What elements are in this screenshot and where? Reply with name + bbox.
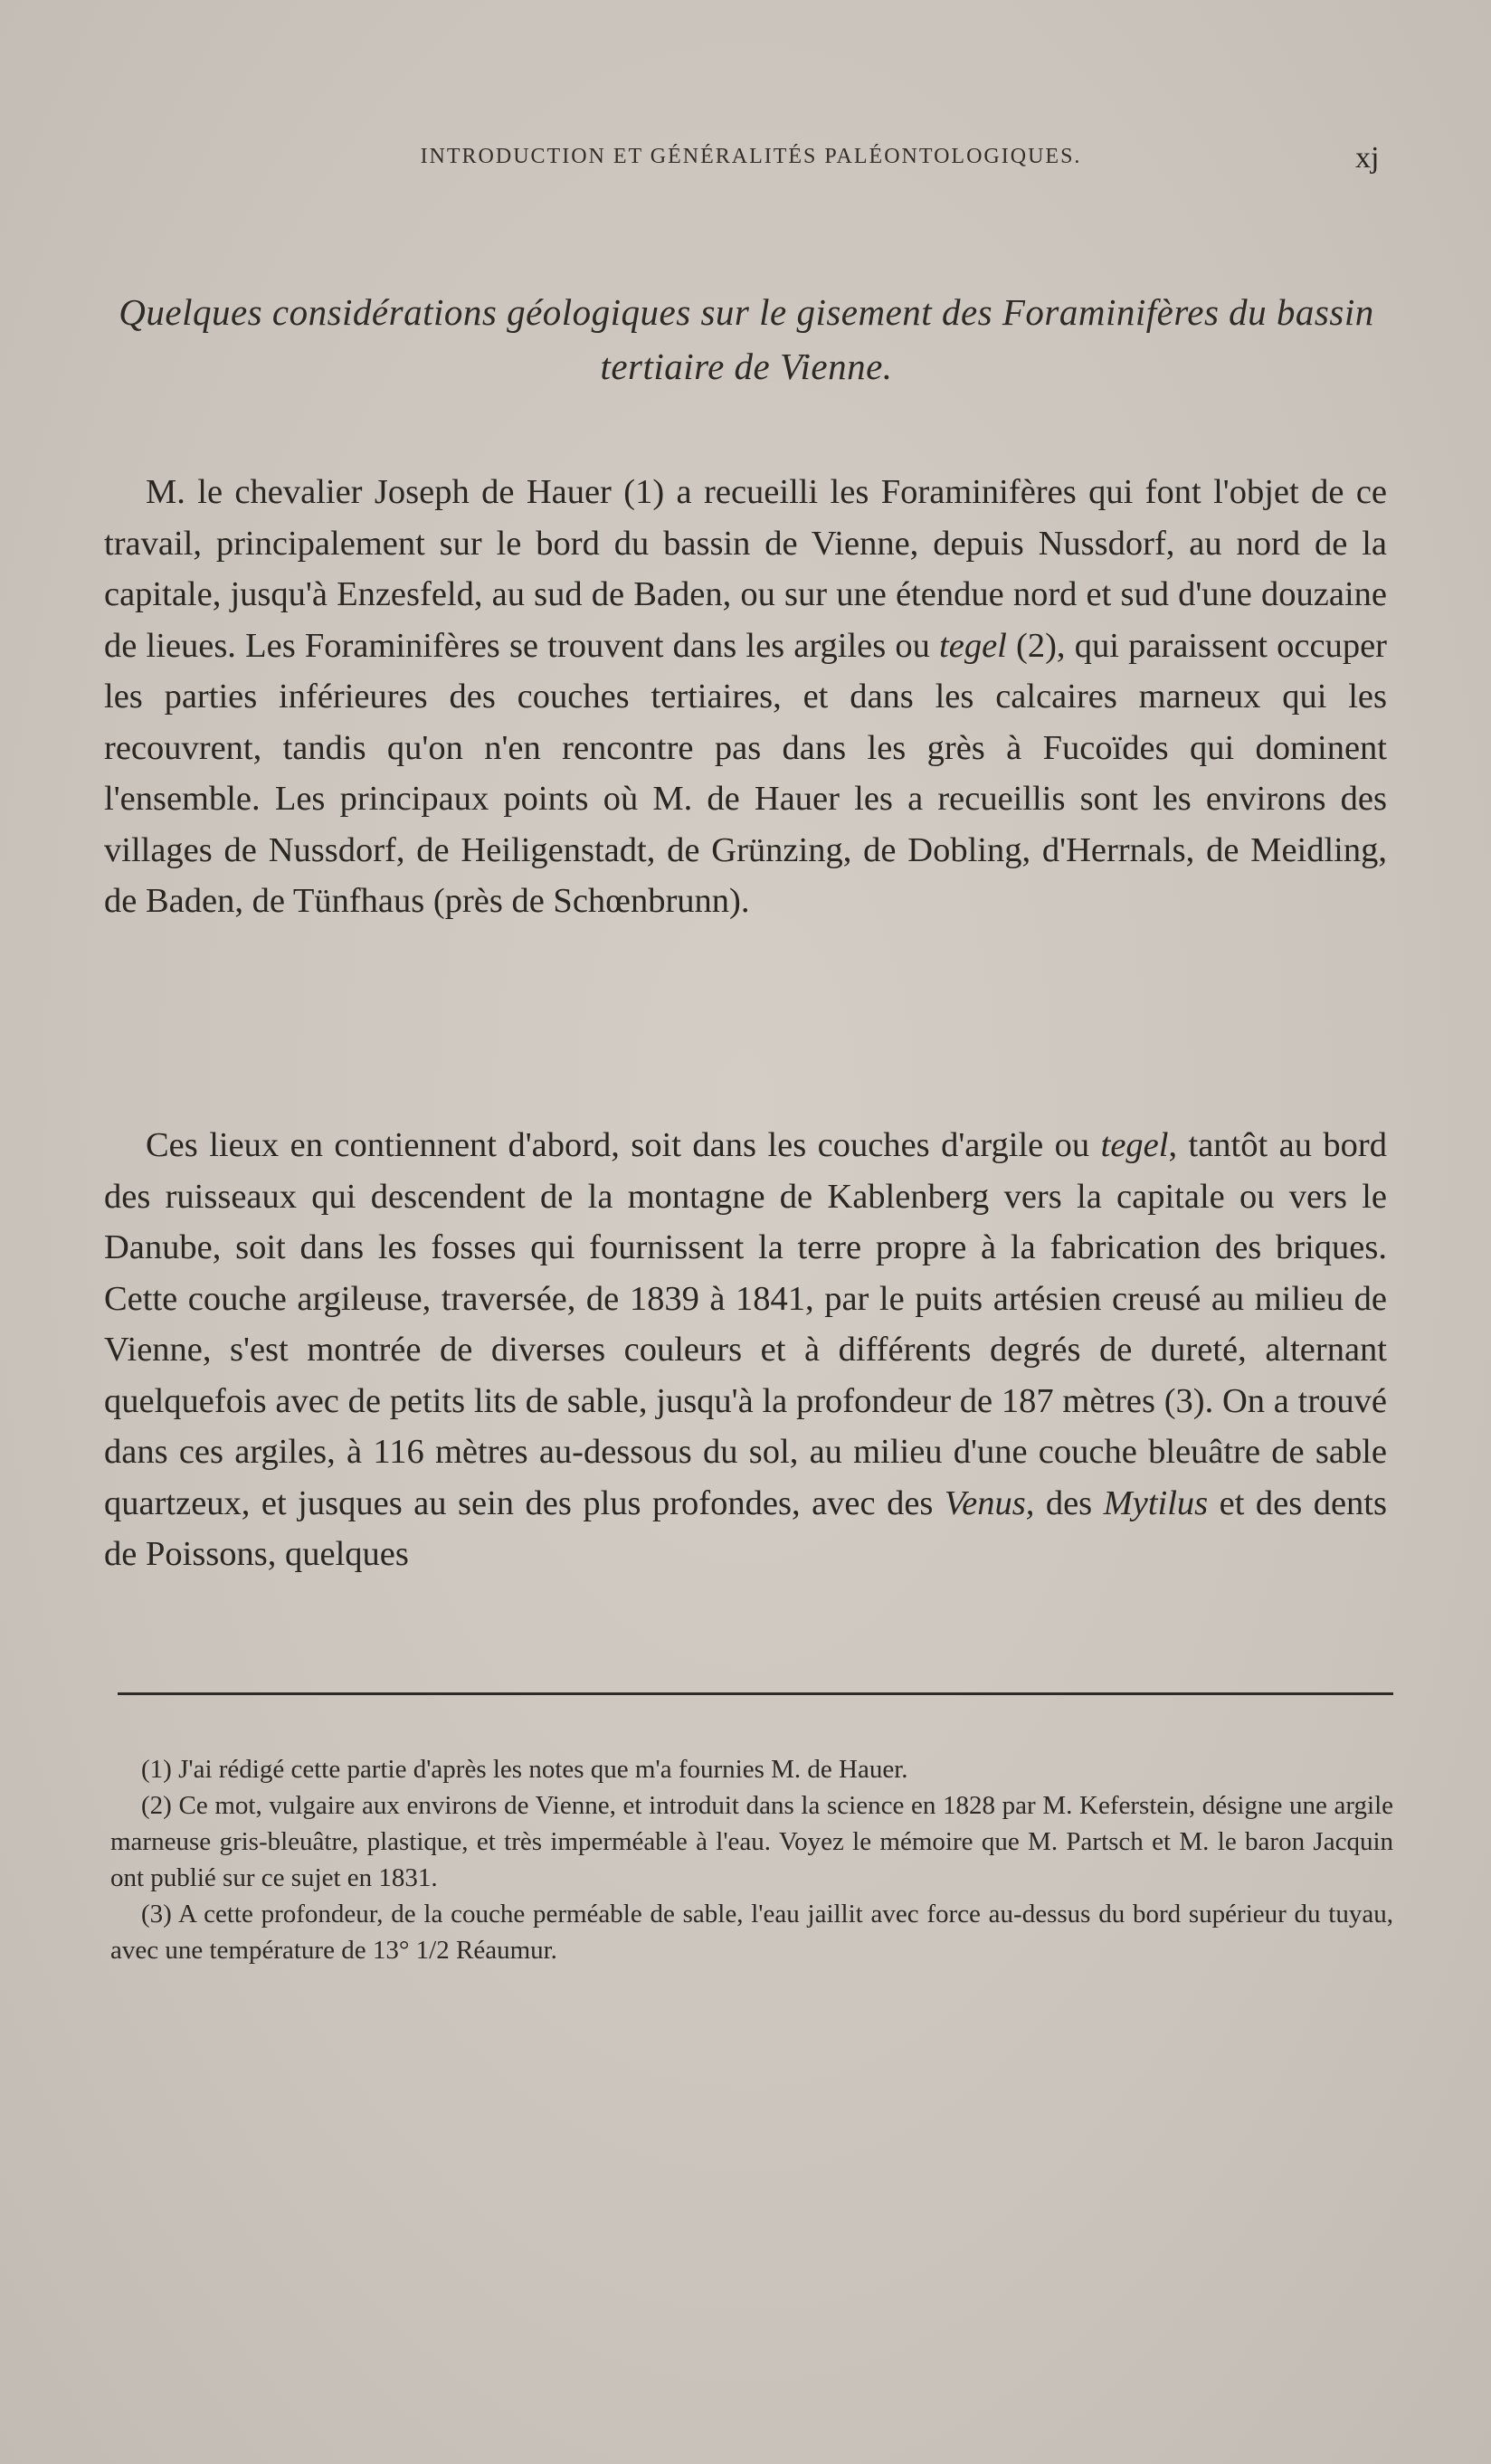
paragraph-1 [104,467,1387,927]
paragraph-2 [104,1120,1387,1580]
page-number: xj [1355,141,1380,175]
footnotes [110,1751,1393,1968]
paragraph-2-italic-mytilus: Mytilus [1103,1483,1209,1522]
paragraph-1-italic-tegel: tegel [939,626,1007,665]
footnote-1: (1) J'ai rédigé cette partie d'après les notes que m'a fournies M. de Hauer. [141,1755,908,1784]
footnote-3: (3) A cette profondeur, de la couche perméable de sable, l'eau jaillit avec force au-dessus du bord supérieur du tuyau, avec une température de 13° 1/2 Réaumur. [110,1900,1393,1965]
paragraph-2-text-cont: , tantôt au bord des ruisseaux qui descendent de la montagne de Kablenberg vers la capitale ou vers le Danube, soit dans les fosses qui fournissent la terre propre à la fabrication des briques. Cette couche argileuse, traversée, de 1839 à 1841, par le puits artésien creusé au milieu de Vienne, s'est montrée de diverses couleurs et à différents degrés de dureté, alternant quelquefois avec de petits lits de sable, jusqu'à la profondeur de 187 mètres (3). On a trouvé dans ces argiles, à 116 mètres au-dessous du sol, au milieu d'une couche bleuâtre de sable quartzeux, et jusques au sein des plus profondes, avec des [104,1126,1387,1522]
paragraph-2-text-end: et des dents de Poissons, quelques [104,1483,1387,1573]
footnote-2: (2) Ce mot, vulgaire aux environs de Vienne, et introduit dans la science en 1828 par M. Keferstein, désigne une argile marneuse gris-bleuâtre, plastique, et très imperméable à l'eau. Voyez le mémoire que M. Partsch et M. le baron Jacquin ont publié sur ce sujet en 1831. [110,1791,1393,1892]
paragraph-2-text-des: des [1034,1483,1104,1522]
paragraph-2-italic-venus: Venus, [944,1483,1035,1522]
section-title: Quelques considérations géologiques sur le gisement des Foraminifères du bassin tertiaire de Vienne. [119,291,1374,387]
running-header-title: INTRODUCTION ET GÉNÉRALITÉS PALÉONTOLOGIQUES. [420,145,1082,168]
paragraph-2-text: Ces lieux en contiennent d'abord, soit dans les couches d'argile ou [146,1126,1101,1164]
paragraph-2-italic-tegel: tegel [1100,1126,1169,1164]
paragraph-1-text: M. le chevalier Joseph de Hauer (1) a recueilli les Foraminifères qui font l'objet de ce travail, principalement sur le bord du bassin de Vienne, depuis Nussdorf, au nord de la capitale, jusqu'à Enzesfeld, au sud de Baden, ou sur une étendue nord et sud d'une douzaine de lieues. Les Foraminifères se trouvent dans les argiles ou [104,473,1387,665]
footnote-separator-rule [118,1692,1393,1695]
paragraph-1-text-cont: (2), qui paraissent occuper les parties inférieures des couches tertiaires, et dans les calcaires marneux qui les recouvrent, tandis qu'on n'en rencontre pas dans les grès à Fucoïdes qui dominent l'ensemble. Les principaux points où M. de Hauer les a recueillis sont les environs des villages de Nussdorf, de Heiligenstadt, de Grünzing, de Dobling, d'Herrnals, de Meidling, de Baden, de Tünfhaus (près de Schœnbrunn). [104,626,1388,920]
